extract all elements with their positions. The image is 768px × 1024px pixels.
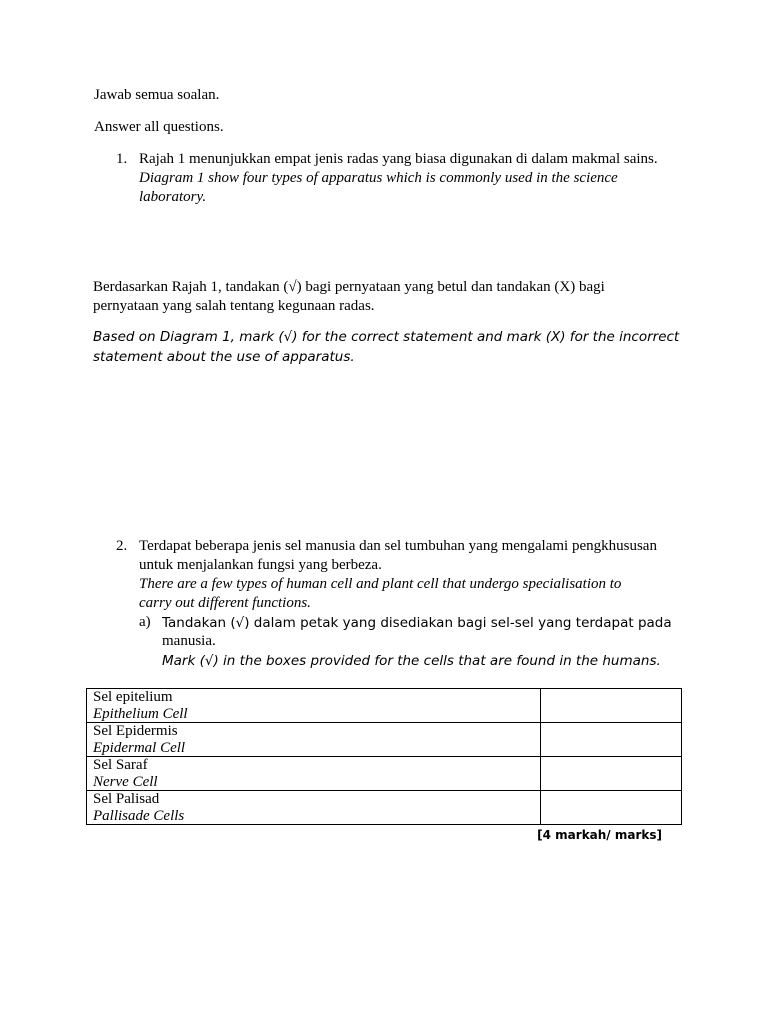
cell-name-english: Pallisade Cells [93, 807, 185, 824]
question-1-task-english-line2: statement about the use of apparatus. [93, 349, 355, 365]
cell-name-english: Epithelium Cell [93, 705, 188, 722]
table-row [87, 757, 682, 791]
cell-name [87, 791, 541, 825]
question-1-english-line1: Diagram 1 show four types of apparatus which is commonly used in the science [139, 170, 618, 186]
cell-name [87, 689, 541, 723]
question-1-english-line2: laboratory. [139, 189, 207, 205]
answer-box[interactable] [541, 689, 682, 723]
cell-name-malay: Sel Epidermis [93, 723, 178, 739]
part-a-english: Mark (√) in the boxes provided for the cells that are found in the humans. [162, 653, 661, 669]
question-1-number: 1. [116, 151, 128, 167]
table-row [87, 689, 682, 723]
cell-name-malay: Sel Palisad [93, 791, 160, 807]
table-row [87, 723, 682, 757]
part-a-malay-line2: manusia. [162, 633, 216, 649]
answer-box[interactable] [541, 791, 682, 825]
question-1-malay: Rajah 1 menunjukkan empat jenis radas yang biasa digunakan di dalam makmal sains. [139, 151, 658, 167]
marks-label: [4 markah/ marks] [537, 828, 662, 842]
part-a-malay-line1: Tandakan (√) dalam petak yang disediakan bagi sel-sel yang terdapat pada [162, 615, 672, 631]
question-2-malay-line2: untuk menjalankan fungsi yang berbeza. [139, 557, 382, 573]
table-row [87, 791, 682, 825]
question-1-task-malay-line2: pernyataan yang salah tentang kegunaan radas. [93, 298, 375, 314]
question-1-task-english-line1: Based on Diagram 1, mark (√) for the correct statement and mark (X) for the incorrect [93, 329, 680, 345]
task-malay-line1-text: Berdasarkan Rajah 1, tandakan (√) bagi pernyataan yang betul dan tandakan (X) bagi [93, 279, 605, 295]
part-a-label: a) [139, 614, 151, 630]
instruction-malay: Jawab semua soalan. [94, 87, 220, 103]
cell-name-malay: Sel Saraf [93, 757, 148, 773]
answer-box[interactable] [541, 757, 682, 791]
cell-name [87, 723, 541, 757]
question-2-english-line1: There are a few types of human cell and plant cell that undergo specialisation to [139, 576, 622, 592]
answer-box[interactable] [541, 723, 682, 757]
cell-name-english: Nerve Cell [93, 773, 158, 790]
question-2-malay-line1: Terdapat beberapa jenis sel manusia dan sel tumbuhan yang mengalami pengkhususan [139, 538, 657, 554]
question-1-task-malay-line1 [93, 278, 605, 297]
question-2-english-line2: carry out different functions. [139, 595, 311, 611]
question-2-number: 2. [116, 538, 128, 554]
cell-name-malay: Sel epitelium [93, 689, 173, 705]
cell-type-table [86, 688, 682, 825]
cell-name [87, 757, 541, 791]
instruction-english: Answer all questions. [94, 119, 224, 135]
cell-name-english: Epidermal Cell [93, 739, 186, 756]
